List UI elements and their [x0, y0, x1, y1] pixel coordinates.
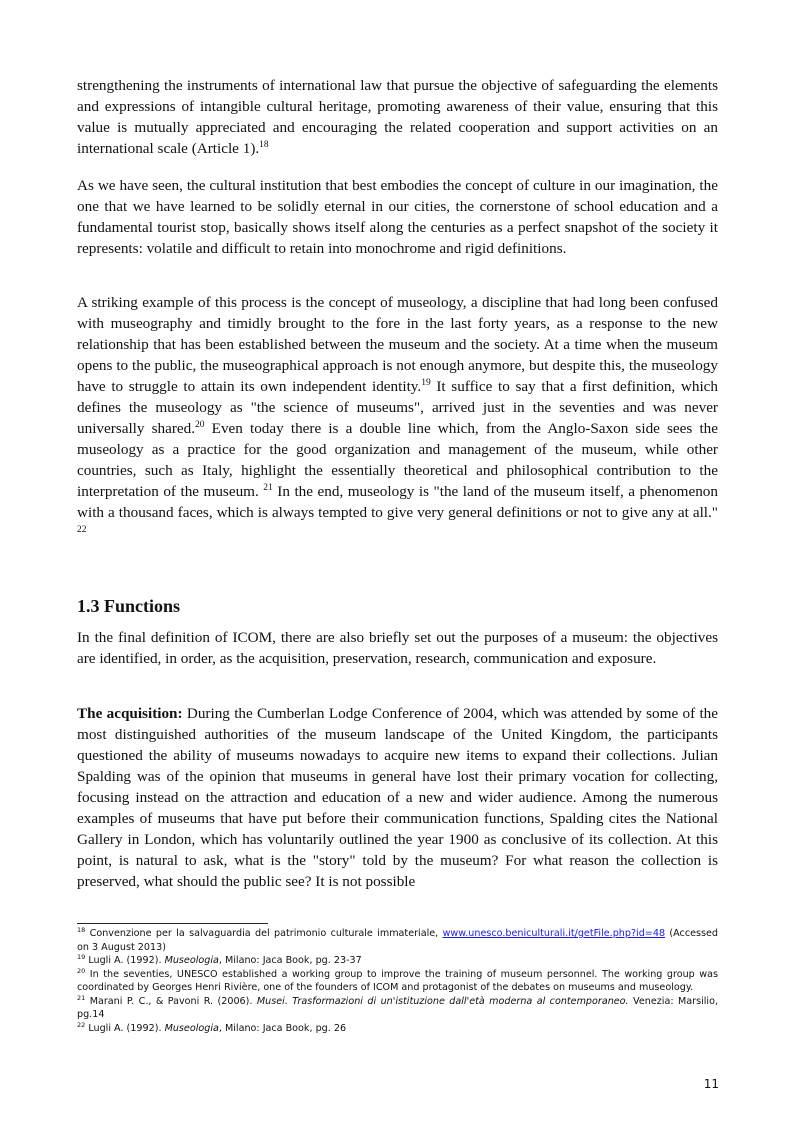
footnote-title: Museologia: [164, 955, 219, 966]
footnote-title: Museologia: [164, 1022, 219, 1034]
paragraph-icom-definition: [77, 627, 718, 669]
footnote-number: 20: [77, 966, 86, 975]
footnote-20: [77, 968, 718, 995]
footnote-21: [77, 995, 718, 1022]
footnote-text: Lugli A. (1992).: [85, 955, 165, 966]
footnote-22: [77, 1022, 718, 1036]
paragraph-text: During the Cumberlan Lodge Conference of 2004, which was attended by some of the most distinguished authorities of the museum landscape of the United Kingdom, the participants questioned the ability of museums nowadays to acquire new items to expand their collections. Julian Spalding was of the opinion that museums in general have lost their primary vocation for collecting, focusing instead on the attraction and education of a new and wider audience. Among the numerous examples of museums that have put before their communication functions, Spalding cites the National Gallery in London, which has voluntarily outlined the year 1900 as conclusive of its collection. At this point, is natural to ask, what is the "story" told by the museum? For what reason the collection is preserved, what should the public see? It is not possible: [77, 705, 718, 890]
footnotes: [77, 927, 718, 1035]
paragraph-acquisition: [77, 703, 718, 892]
paragraph-article-1: [77, 75, 718, 159]
paragraph-lead: The acquisition:: [77, 705, 183, 722]
section-heading: 1.3 Functions: [77, 596, 181, 616]
paragraph-text: In the end, museology is "the land of the museum itself, a phenomenon with a thousand faces, which is always tempted to give very general definitions or not to give any at all.": [77, 483, 718, 521]
footnote-number: 18: [77, 926, 86, 934]
paragraph-text: It suffice to say that a first definition, which defines the museology as "the science of museums", arrived just in the seventies and was never universally shared.: [77, 378, 718, 437]
footnote-number: 21: [77, 993, 86, 1002]
footnote-18: [77, 927, 718, 954]
footnote-separator: [77, 923, 268, 924]
footnote-ref-22[interactable]: 22: [77, 525, 87, 535]
paragraph-text: Even today there is a double line which, from the Anglo-Saxon side sees the museology as a practice for the good organization and management of the museum, while other countries, such as Italy, highlight the essentially theoretical and philosophical contribution to the interpretation of the museum.: [77, 420, 719, 500]
footnote-ref-20[interactable]: 20: [195, 420, 205, 430]
paragraph-text: A striking example of this process is the concept of museology, a discipline that had long been confused with museography and timidly brought to the fore in the last forty years, as a response to the new relationship that has been established between the museum and the society. At a time when the museum opens to the public, the museographical approach is not enough anymore, but despite this, the museology have to struggle to attain its own independent identity.: [77, 294, 718, 395]
footnote-ref-21[interactable]: 21: [263, 483, 273, 493]
footnote-text: , Milano: Jaca Book, pg. 23-37: [218, 955, 362, 966]
paragraph-text: In the final definition of ICOM, there are also briefly set out the purposes of a museum: the objectives are identified, in order, as the acquisition, preservation, research, communication and exposure.: [77, 629, 718, 667]
footnote-link[interactable]: www.unesco.beniculturali.it/getFile.php?id=48: [442, 928, 666, 939]
footnote-ref-18[interactable]: 18: [259, 140, 269, 150]
page-number: 11: [703, 1077, 719, 1091]
paragraph-museology: [77, 292, 718, 544]
footnote-number: 19: [77, 953, 86, 961]
footnote-text: Convenzione per la salvaguardia del patrimonio culturale immateriale,: [85, 928, 443, 939]
paragraph-text: As we have seen, the cultural institution that best embodies the concept of culture in our imagination, the one that we have learned to be solidly eternal in our cities, the cornerstone of school education and a fundamental tourist stop, basically shows itself along the centuries as a perfect snapshot of the society it represents: volatile and difficult to retain into monochrome and rigid definitions.: [77, 177, 718, 257]
paragraph-text: strengthening the instruments of international law that pursue the objective of safeguarding the elements and expressions of intangible cultural heritage, promoting awareness of their value, ensuring that this value is mutually appreciated and encouraging the related cooperation and support activities on an international scale (Article 1).: [77, 77, 718, 157]
footnote-title: Musei. Trasformazioni di un'istituzione dall'età moderna al contemporaneo.: [256, 995, 629, 1007]
footnote-text: In the seventies, UNESCO established a working group to improve the training of museum personnel. The working group was coordinated by Georges Henri Rivière, one of the founders of ICOM and protagonist of the debates on museums and museology.: [77, 968, 718, 993]
footnote-text: Marani P. C., & Pavoni R. (2006).: [85, 995, 257, 1007]
footnote-19: [77, 954, 718, 968]
footnote-text: (Accessed on 3 August 2013): [77, 928, 718, 953]
footnote-number: 22: [77, 1020, 86, 1029]
footnote-ref-19[interactable]: 19: [421, 378, 431, 388]
footnote-text: Lugli A. (1992).: [85, 1022, 165, 1034]
footnote-text: Venezia: Marsilio, pg.14: [77, 995, 718, 1020]
footnote-text: , Milano: Jaca Book, pg. 26: [218, 1022, 347, 1034]
paragraph-cultural-institution: [77, 175, 718, 259]
